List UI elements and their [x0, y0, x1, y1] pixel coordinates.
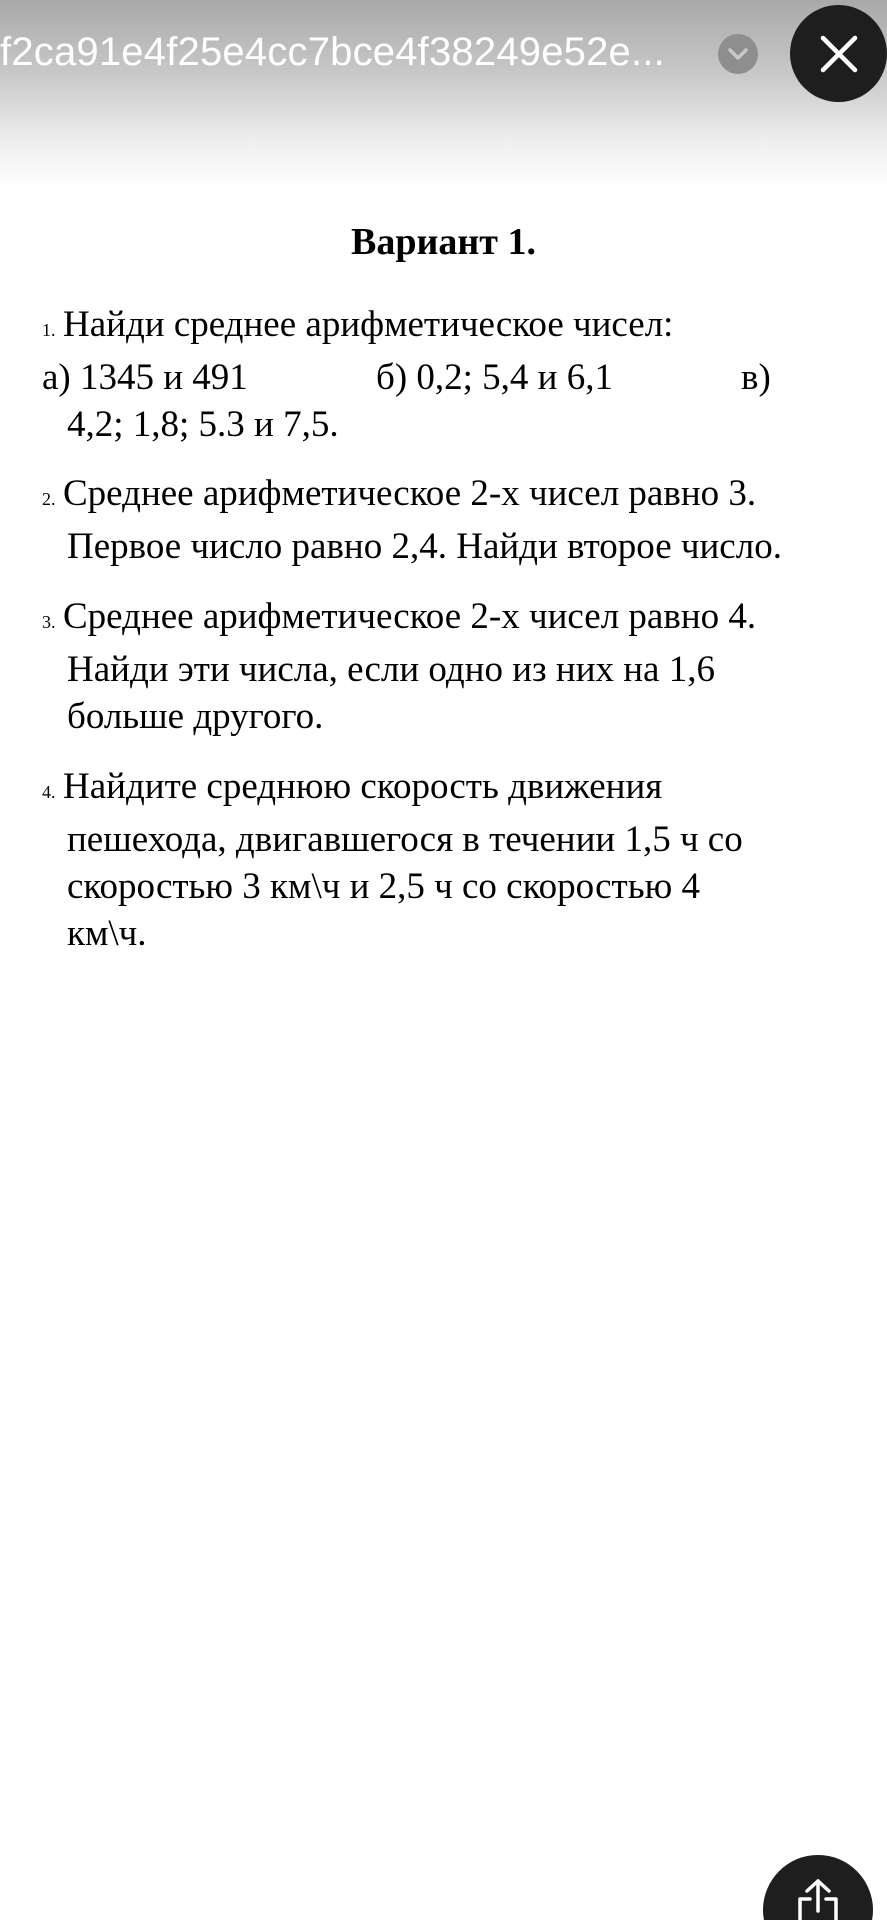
task-2 [42, 470, 862, 570]
viewer-header [0, 0, 887, 190]
task-text: Первое число равно 2,4. Найди второе число. [67, 526, 782, 567]
task-4 [42, 763, 862, 957]
chevron-down-icon [727, 47, 749, 61]
close-icon [819, 34, 859, 74]
task-3 [42, 593, 862, 740]
share-icon [793, 1877, 843, 1920]
task-text: пешехода, двигавшегося в течении 1,5 ч со [67, 819, 743, 860]
task-text: Найдите среднюю скорость движения [63, 766, 663, 807]
task-number: 1. [42, 320, 56, 340]
file-menu-button[interactable] [718, 34, 758, 74]
task-option-c-label: в) [741, 357, 771, 398]
task-text: скоростью 3 км\ч и 2,5 ч со скоростью 4 [67, 866, 700, 907]
task-text: Найди эти числа, если одно из них на 1,6 [67, 649, 715, 690]
task-text: Среднее арифметическое 2-х чисел равно 3. [63, 473, 757, 514]
task-text: км\ч. [67, 913, 147, 954]
task-number: 2. [42, 489, 56, 509]
close-button[interactable] [790, 5, 887, 102]
task-option-a: а) 1345 и 491 [42, 357, 248, 398]
task-option-b: б) 0,2; 5,4 и 6,1 [376, 357, 613, 398]
file-name[interactable]: f2ca91e4f25e4cc7bce4f38249e52e... [0, 30, 665, 74]
task-option-c-values: 4,2; 1,8; 5.3 и 7,5. [67, 404, 339, 445]
task-text: Найди среднее арифметическое чисел: [63, 304, 674, 345]
task-1 [42, 301, 862, 448]
task-number: 4. [42, 782, 56, 802]
document-title: Вариант 1. [351, 221, 536, 263]
task-number: 3. [42, 612, 56, 632]
task-text: больше другого. [67, 696, 324, 737]
task-text: Среднее арифметическое 2-х чисел равно 4. [63, 596, 757, 637]
share-button[interactable] [763, 1855, 873, 1920]
